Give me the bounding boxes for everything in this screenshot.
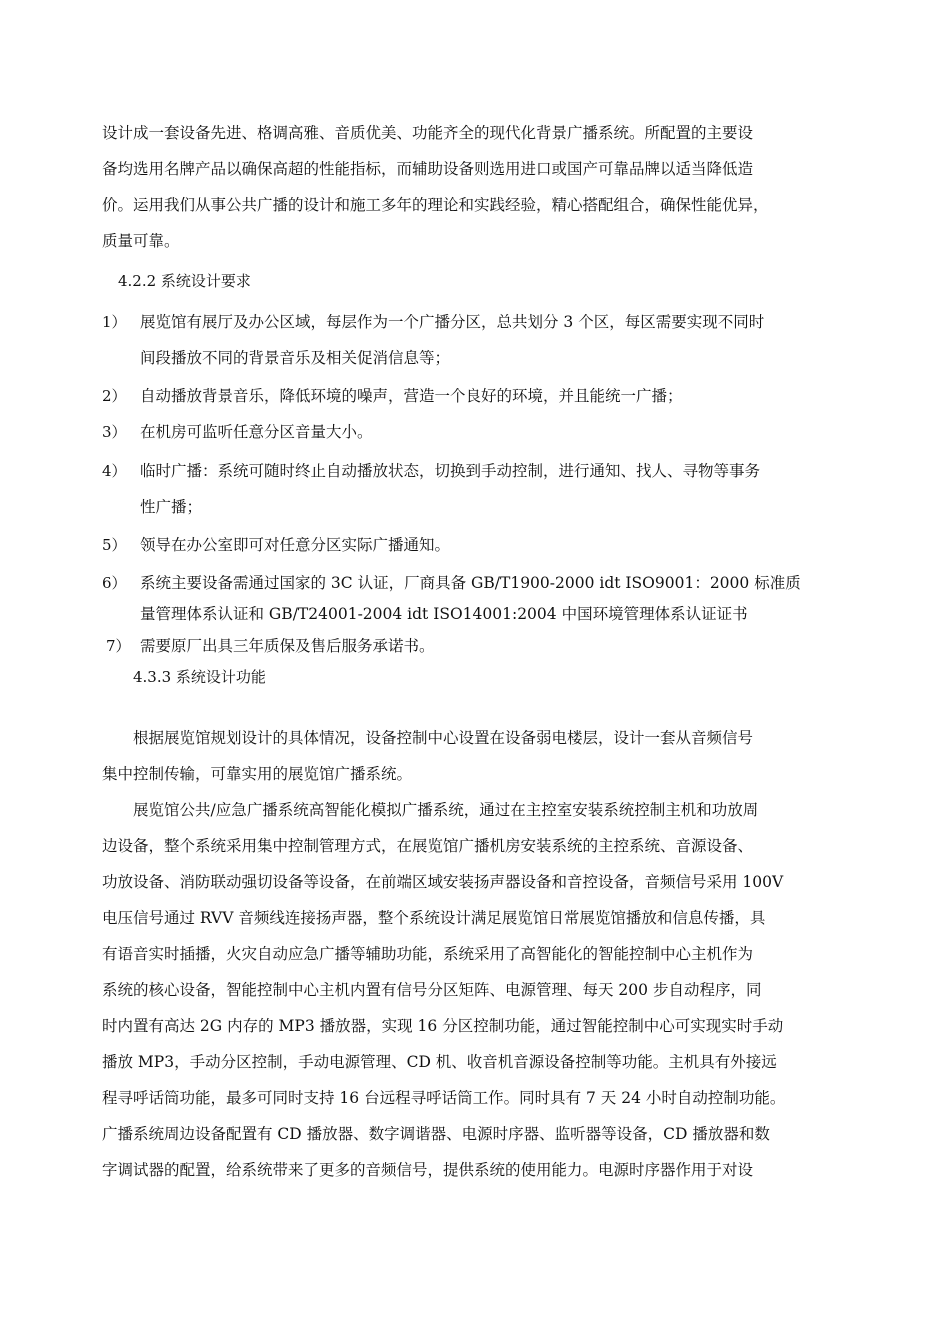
list-item-text: 性广播； <box>140 498 203 516</box>
section-heading-422: 4.2.2 系统设计要求 <box>118 272 251 290</box>
list-item-text: 在机房可监听任意分区音量大小。 <box>140 423 373 441</box>
paragraph-line: 广播系统周边设备配置有 CD 播放器、数字调谐器、电源时序器、监听器等设备，CD 播放器和数 <box>102 1125 770 1143</box>
paragraph-line: 功放设备、消防联动强切设备等设备，在前端区域安装扬声器设备和音控设备，音频信号采用 100V <box>102 873 784 891</box>
paragraph-line: 展览馆公共/应急广播系统高智能化模拟广播系统，通过在主控室安装系统控制主机和功放周 <box>133 801 759 819</box>
list-item-text: 量管理体系认证和 GB/T24001-2004 idt ISO14001:2004 中国环境管理体系认证证书 <box>140 605 748 623</box>
list-item-text: 临时广播：系统可随时终止自动播放状态，切换到手动控制，进行通知、找人、寻物等事务 <box>140 462 761 480</box>
list-item-text: 间段播放不同的背景音乐及相关促消信息等； <box>140 349 451 367</box>
paragraph-line: 电压信号通过 RVV 音频线连接扬声器，整个系统设计满足展览馆日常展览馆播放和信息传播，具 <box>102 909 766 927</box>
intro-line: 价。运用我们从事公共广播的设计和施工多年的理论和实践经验，精心搭配组合，确保性能优异， <box>102 196 769 214</box>
list-item-number: 3） <box>102 423 127 441</box>
list-item-text: 领导在办公室即可对任意分区实际广播通知。 <box>140 536 451 554</box>
list-item-text: 需要原厂出具三年质保及售后服务承诺书。 <box>140 637 435 655</box>
paragraph-line: 字调试器的配置，给系统带来了更多的音频信号，提供系统的使用能力。电源时序器作用于对设 <box>102 1161 754 1179</box>
intro-line: 质量可靠。 <box>102 232 180 250</box>
list-item-number: 5） <box>102 536 127 554</box>
paragraph-line: 有语音实时插播，火灾自动应急广播等辅助功能，系统采用了高智能化的智能控制中心主机作为 <box>102 945 754 963</box>
list-item-number: 1） <box>102 313 127 331</box>
paragraph-line: 集中控制传输，可靠实用的展览馆广播系统。 <box>102 765 413 783</box>
list-item-number: 6） <box>102 574 127 592</box>
intro-line: 设计成一套设备先进、格调高雅、音质优美、功能齐全的现代化背景广播系统。所配置的主要设 <box>102 124 754 142</box>
list-item-number: 4） <box>102 462 127 480</box>
list-item-text: 自动播放背景音乐，降低环境的噪声，营造一个良好的环境，并且能统一广播； <box>140 387 683 405</box>
intro-line: 备均选用名牌产品以确保高超的性能指标，而辅助设备则选用进口或国产可靠品牌以适当降低造 <box>102 160 754 178</box>
list-item-number: 2） <box>102 387 127 405</box>
paragraph-line: 边设备，整个系统采用集中控制管理方式，在展览馆广播机房安装系统的主控系统、音源设备、 <box>102 837 754 855</box>
paragraph-line: 时内置有高达 2G 内存的 MP3 播放器，实现 16 分区控制功能，通过智能控制中心可实现实时手动 <box>102 1017 784 1035</box>
paragraph-line: 系统的核心设备，智能控制中心主机内置有信号分区矩阵、电源管理、每天 200 步自动程序，同 <box>102 981 762 999</box>
list-item-text: 系统主要设备需通过国家的 3C 认证，厂商具备 GB/T1900-2000 idt ISO9001：2000 标准质 <box>140 574 801 592</box>
paragraph-line: 根据展览馆规划设计的具体情况，设备控制中心设置在设备弱电楼层，设计一套从音频信号 <box>133 729 754 747</box>
list-item-text: 展览馆有展厅及办公区域，每层作为一个广播分区，总共划分 3 个区，每区需要实现不同时 <box>140 313 765 331</box>
list-item-number: 7） <box>106 637 131 655</box>
paragraph-line: 播放 MP3，手动分区控制，手动电源管理、CD 机、收音机音源设备控制等功能。主机具有外接远 <box>102 1053 777 1071</box>
paragraph-line: 程寻呼话筒功能，最多可同时支持 16 台远程寻呼话筒工作。同时具有 7 天 24 小时自动控制功能。 <box>102 1089 786 1107</box>
section-heading-433: 4.3.3 系统设计功能 <box>133 668 266 686</box>
